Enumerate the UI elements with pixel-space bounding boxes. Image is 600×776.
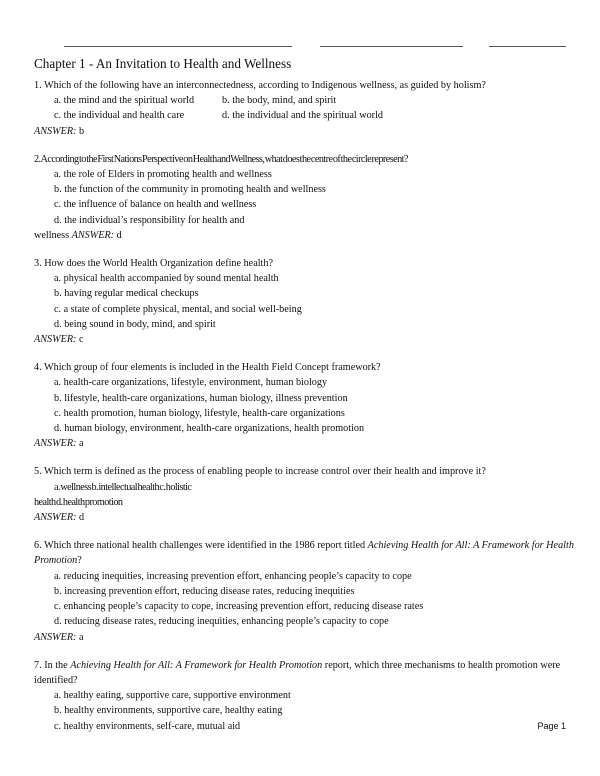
option-b: b. healthy environments, supportive care, healthy eating	[54, 705, 283, 717]
header-rule-left	[64, 46, 292, 47]
answer-line: ANSWER: c	[34, 334, 84, 346]
option-b: b. increasing prevention effort, reducing disease rates, reducing inequities	[54, 585, 355, 597]
question-list	[34, 78, 574, 747]
option-b: b. having regular medical checkups	[54, 288, 199, 300]
option-d: d. reducing disease rates, reducing inequities, enhancing people’s capacity to cope	[54, 616, 389, 628]
answer-line: ANSWER: a	[34, 631, 84, 643]
question-text: 3. How does the World Health Organization define health?	[34, 258, 273, 270]
option-d: d. human biology, environment, health-care organizations, health promotion	[54, 423, 365, 435]
answer-line: ANSWER: a	[34, 438, 84, 450]
question-2	[34, 152, 574, 243]
page-number: Page 1	[537, 721, 566, 731]
answer-value: a	[78, 631, 84, 643]
question-7	[34, 658, 574, 734]
answer-value: d	[116, 229, 122, 241]
question-1	[34, 78, 574, 139]
report-title: Achieving Health for All: A Framework for Health Promotion	[70, 659, 323, 671]
answer-line: ANSWER: b	[34, 125, 85, 137]
option-a: a. physical health accompanied by sound mental health	[54, 273, 279, 285]
option-a: a. healthy eating, supportive care, supportive environment	[54, 690, 291, 702]
header-rule-right	[489, 46, 566, 47]
option-line-2: health d. health promotion	[34, 496, 123, 508]
answer-line: wellness ANSWER: d	[34, 229, 122, 241]
option-d: d. being sound in body, mind, and spirit	[54, 318, 216, 330]
option-a: a. health-care organizations, lifestyle, environment, human biology	[54, 377, 328, 389]
question-6	[34, 538, 574, 644]
option-line-1: a. wellness b. intellectual health c. holistic	[54, 481, 192, 493]
question-5	[34, 464, 574, 525]
question-3	[34, 256, 574, 347]
option-c: c. healthy environments, self-care, mutual aid	[54, 720, 241, 732]
answer-value: a	[78, 438, 84, 450]
option-b: b. the function of the community in promoting health and wellness	[54, 184, 326, 196]
answer-value: d	[78, 512, 85, 524]
option-c: c. the individual and health care	[54, 110, 185, 122]
question-text: 6. Which three national health challenges were identified in the 1986 report titled Achieving Health for All: A Framework for Health Promotion?	[34, 540, 574, 567]
question-text: 1. Which of the following have an interconnectedness, according to Indigenous wellness, as guided by holism?	[34, 80, 486, 91]
chapter-title: Chapter 1 - An Invitation to Health and Wellness	[34, 56, 292, 71]
option-grid	[34, 93, 574, 123]
option-d: d. the individual’s responsibility for health and	[54, 214, 245, 226]
option-c: c. health promotion, human biology, lifestyle, health-care organizations	[54, 407, 345, 419]
answer-line: ANSWER: d	[34, 512, 85, 524]
question-text: 5. Which term is defined as the process of enabling people to increase control over their health and improve it?	[34, 466, 486, 478]
option-a: a. reducing inequities, increasing prevention effort, enhancing people’s capacity to cope	[54, 570, 412, 582]
answer-value: c	[78, 334, 84, 346]
option-a: a. the role of Elders in promoting health and wellness	[54, 169, 272, 181]
header-rule-middle	[320, 46, 463, 47]
option-b: b. lifestyle, health-care organizations, human biology, illness prevention	[54, 392, 348, 404]
answer-value: b	[78, 125, 85, 137]
option-d: d. the individual and the spiritual world	[222, 110, 383, 122]
option-b: b. the body, mind, and spirit	[222, 95, 337, 107]
report-title: Achieving Health for All: A Framework for Health Promotion	[34, 540, 574, 567]
option-c: c. a state of complete physical, mental, and social well-being	[54, 303, 302, 315]
question-text: 7. In the Achieving Health for All: A Framework for Health Promotion report, which three mechanisms to health promotion were identified?	[34, 659, 561, 686]
question-text: 4. Which group of four elements is included in the Health Field Concept framework?	[34, 362, 381, 374]
option-c: c. enhancing people’s capacity to cope, increasing prevention effort, reducing disease rates	[54, 601, 424, 613]
option-a: a. the mind and the spiritual world	[54, 95, 195, 107]
question-4	[34, 360, 574, 451]
option-c: c. the influence of balance on health and wellness	[54, 199, 257, 211]
question-text: 2.According to the First Nations Perspective on Health and Wellness, what does the centre of the circle represent?	[34, 153, 408, 165]
